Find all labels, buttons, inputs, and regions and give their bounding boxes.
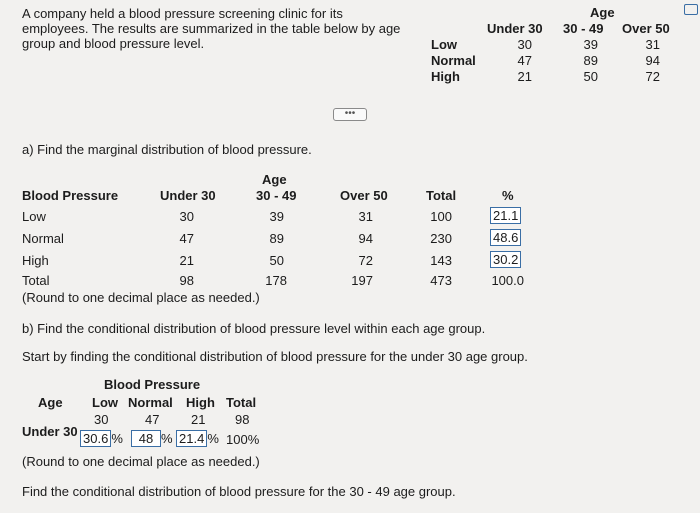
table-cell: 50 [583, 69, 598, 84]
row-label-total: Total [22, 273, 50, 288]
percent-input-high[interactable]: 30.2 [490, 251, 521, 268]
table-cell: 143 [430, 253, 452, 268]
col-header-low: Low [92, 395, 118, 410]
table-cell: 94 [358, 231, 373, 246]
expand-more-button[interactable]: ••• [333, 108, 367, 121]
table-cell: 473 [430, 273, 452, 288]
row-label-normal: Normal [22, 231, 64, 246]
col-header-30-49: 30 - 49 [563, 21, 604, 36]
rounding-note: (Round to one decimal place as needed.) [22, 454, 260, 469]
next-question: Find the conditional distribution of blood pressure for the 30 - 49 age group. [22, 484, 456, 499]
total-percent: 100% [226, 432, 260, 447]
col-header-normal: Normal [128, 395, 173, 410]
intro-text-line-3: group and blood pressure level. [22, 36, 205, 51]
row-label-low: Low [431, 37, 457, 52]
col-header-30-49: 30 - 49 [256, 188, 297, 203]
percent-input-low[interactable]: 21.1 [490, 207, 521, 224]
age-label: Age [38, 395, 63, 410]
part-b-question: b) Find the conditional distribution of blood pressure level within each age group. [22, 321, 486, 336]
col-header-total: Total [426, 188, 457, 203]
table-cell: 100 [430, 209, 452, 224]
col-header-over-50: Over 50 [622, 21, 670, 36]
count-low: 30 [94, 412, 109, 427]
age-header: Age [262, 172, 287, 187]
col-header-under-30: Under 30 [487, 21, 543, 36]
row-label-under-30: Under 30 [22, 424, 78, 439]
table-cell: 98 [179, 273, 194, 288]
table-cell: 21 [179, 253, 194, 268]
row-label-low: Low [22, 209, 46, 224]
intro-text-line-2: employees. The results are summarized in the table below by age [22, 21, 401, 36]
col-header-percent: % [502, 188, 514, 203]
col-header-under-30: Under 30 [160, 188, 216, 203]
table-cell: 72 [645, 69, 660, 84]
table-cell: 89 [583, 53, 598, 68]
col-header-total: Total [226, 395, 257, 410]
rounding-note: (Round to one decimal place as needed.) [22, 290, 260, 305]
part-a-question: a) Find the marginal distribution of blood pressure. [22, 142, 312, 157]
age-header: Age [590, 5, 615, 20]
table-cell: 30 [179, 209, 194, 224]
total-percent: 100.0 [491, 273, 524, 288]
percent-input-normal[interactable]: 48.6 [490, 229, 521, 246]
col-header-over-50: Over 50 [340, 188, 388, 203]
row-label-high: High [22, 253, 49, 268]
row-label-normal: Normal [431, 53, 476, 68]
col-header-high: High [186, 395, 215, 410]
table-cell: 72 [358, 253, 373, 268]
bp-header: Blood Pressure [104, 377, 201, 392]
count-total: 98 [235, 412, 250, 427]
col-header-blood-pressure: Blood Pressure [22, 188, 119, 203]
row-label-high: High [431, 69, 460, 84]
table-cell: 47 [179, 231, 194, 246]
table-cell: 230 [430, 231, 452, 246]
percent-input-high[interactable]: 21.4 % [176, 430, 219, 447]
intro-text-line-1: A company held a blood pressure screening clinic for its [22, 6, 343, 21]
table-cell: 197 [351, 273, 373, 288]
window-icon[interactable] [684, 4, 698, 15]
percent-input-low[interactable]: 30.6 % [80, 430, 123, 447]
table-cell: 50 [269, 253, 284, 268]
table-cell: 94 [645, 53, 660, 68]
table-cell: 31 [645, 37, 660, 52]
percent-input-normal[interactable]: 48 % [131, 430, 173, 447]
table-cell: 47 [517, 53, 532, 68]
table-cell: 31 [358, 209, 373, 224]
table-cell: 30 [517, 37, 532, 52]
table-cell: 178 [265, 273, 287, 288]
table-cell: 39 [269, 209, 284, 224]
part-b-instruction: Start by finding the conditional distribution of blood pressure for the under 30 age group. [22, 349, 528, 364]
count-normal: 47 [145, 412, 160, 427]
table-cell: 89 [269, 231, 284, 246]
count-high: 21 [191, 412, 206, 427]
table-cell: 21 [517, 69, 532, 84]
table-cell: 39 [583, 37, 598, 52]
